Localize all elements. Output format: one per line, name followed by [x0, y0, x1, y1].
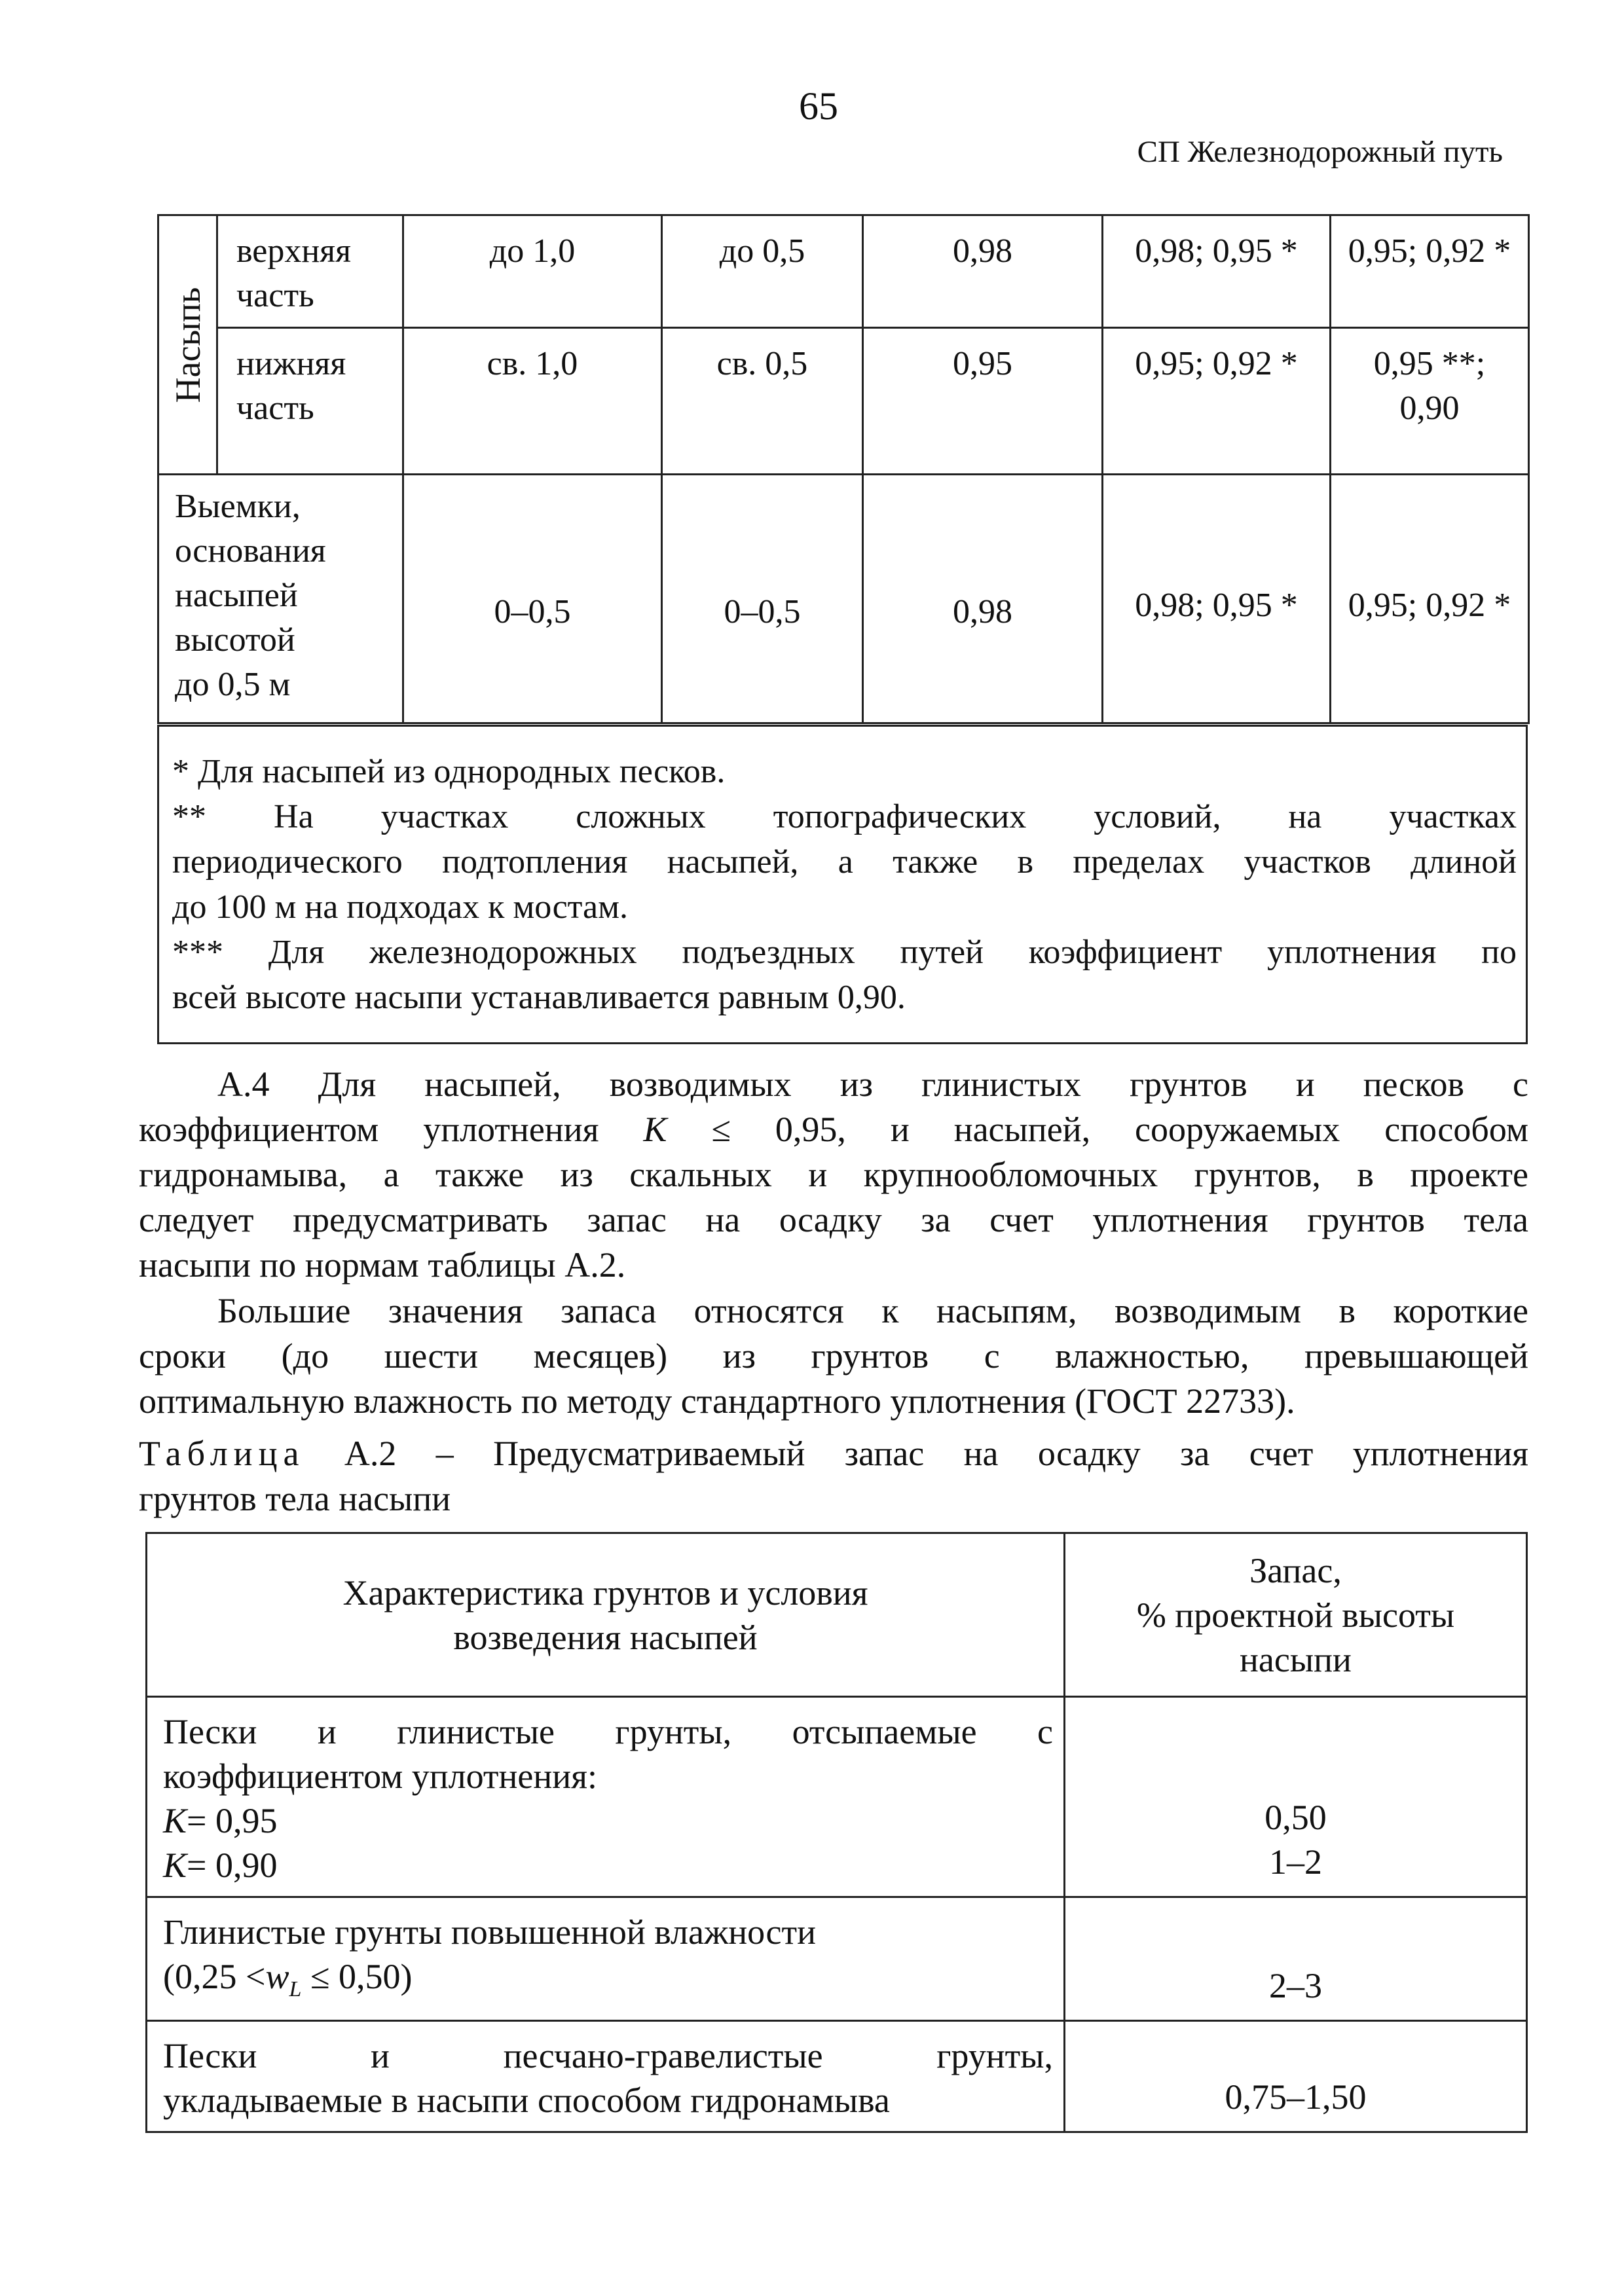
- table-cell: 0,98; 0,95 *: [1103, 475, 1331, 723]
- row-sands-clays-value: 0,50 1–2: [1065, 1697, 1527, 1897]
- table-cell: 0,98; 0,95 *: [1103, 215, 1331, 328]
- header-reserve-percent: Запас, % проектной высоты насыпи: [1065, 1533, 1527, 1697]
- settlement-reserve-table: [145, 1532, 1528, 2133]
- table-cell: до 0,5: [662, 215, 863, 328]
- embankment-group-cell: [158, 215, 217, 475]
- row-label-upper: верхняя часть: [217, 215, 403, 328]
- row-clay-moisture-text: Глинистые грунты повышенной влажности $(0,25 <w_L \le 0,50)$: [147, 1897, 1065, 2021]
- row-clay-moisture-value: 2–3: [1065, 1897, 1527, 2021]
- paragraph-a4: А.4 Для насыпей, возводимых из глинистых грунтов и песков с коэффициентом уплотнения K ≤ 0,95, и насыпей, сооружаемых способом гидронамыва, а также из скальных и крупнообломочных грунтов, в проекте следует предусматривать запас на осадку за счет уплотнения грунтов тела насыпи по нормам таблицы А.2.: [139, 1065, 1528, 1285]
- row-hydraulic-fill-text: Пески и песчано-гравелистые грунты, укладываемые в насыпи способом гидронамыва: [147, 2020, 1065, 2132]
- table-a2-caption: Таблица А.2 – Предусматриваемый запас на осадку за счет уплотнения грунтов тела насыпи: [139, 1434, 1529, 1518]
- table-cell: 0,95: [863, 328, 1103, 475]
- note-3-line-2: всей высоте насыпи устанавливается равным 0,90.: [172, 979, 906, 1016]
- row-sands-clays-text: Пески и глинистые грунты, отсыпаемые с коэффициентом уплотнения: K= 0,95 K= 0,90: [147, 1697, 1065, 1897]
- note-2-line-2: периодического подтопления насыпей, а также в пределах участков длиной: [172, 843, 1517, 881]
- note-1: * Для насыпей из однородных песков.: [172, 753, 726, 790]
- page-number: 65: [799, 84, 838, 128]
- table-cell: 0,95; 0,92 *: [1103, 328, 1331, 475]
- row-label-lower: нижняя часть: [217, 328, 403, 475]
- table-cell: 0,98: [863, 475, 1103, 723]
- table-cell: 0–0,5: [662, 475, 863, 723]
- note-2-line-1: ** На участках сложных топографических условий, на участках: [172, 798, 1517, 835]
- row-label-cuts: Выемки, основания насыпей высотой до 0,5 м: [158, 475, 403, 723]
- note-3-line-1: *** Для железнодорожных подъездных путей коэффициент уплотнения по: [172, 934, 1517, 971]
- document-header-title: СП Железнодорожный путь: [1137, 135, 1503, 169]
- note-2-line-3: до 100 м на подходах к мостам.: [172, 888, 629, 926]
- table-cell: 0,95 **; 0,90: [1331, 328, 1529, 475]
- embankment-group-label: Насыпь: [168, 287, 208, 403]
- compaction-coefficient-table: [157, 214, 1530, 724]
- table-cell: 0,95; 0,92 *: [1331, 215, 1529, 328]
- row-hydraulic-fill-value: 0,75–1,50: [1065, 2020, 1527, 2132]
- table-cell: св. 0,5: [662, 328, 863, 475]
- table-cell: 0,98: [863, 215, 1103, 328]
- table-cell: 0–0,5: [403, 475, 662, 723]
- table-cell: 0,95; 0,92 *: [1331, 475, 1529, 723]
- table-cell: до 1,0: [403, 215, 662, 328]
- table-cell: св. 1,0: [403, 328, 662, 475]
- header-soil-characteristics: Характеристика грунтов и условия возведения насыпей: [147, 1533, 1065, 1697]
- table-notes: [157, 725, 1528, 1044]
- paragraph-reserve: Большие значения запаса относятся к насыпям, возводимым в короткие сроки (до шести месяцев) из грунтов с влажностью, превышающей оптимальную влажность по методу стандартного уплотнения (ГОСТ 22733).: [139, 1291, 1528, 1421]
